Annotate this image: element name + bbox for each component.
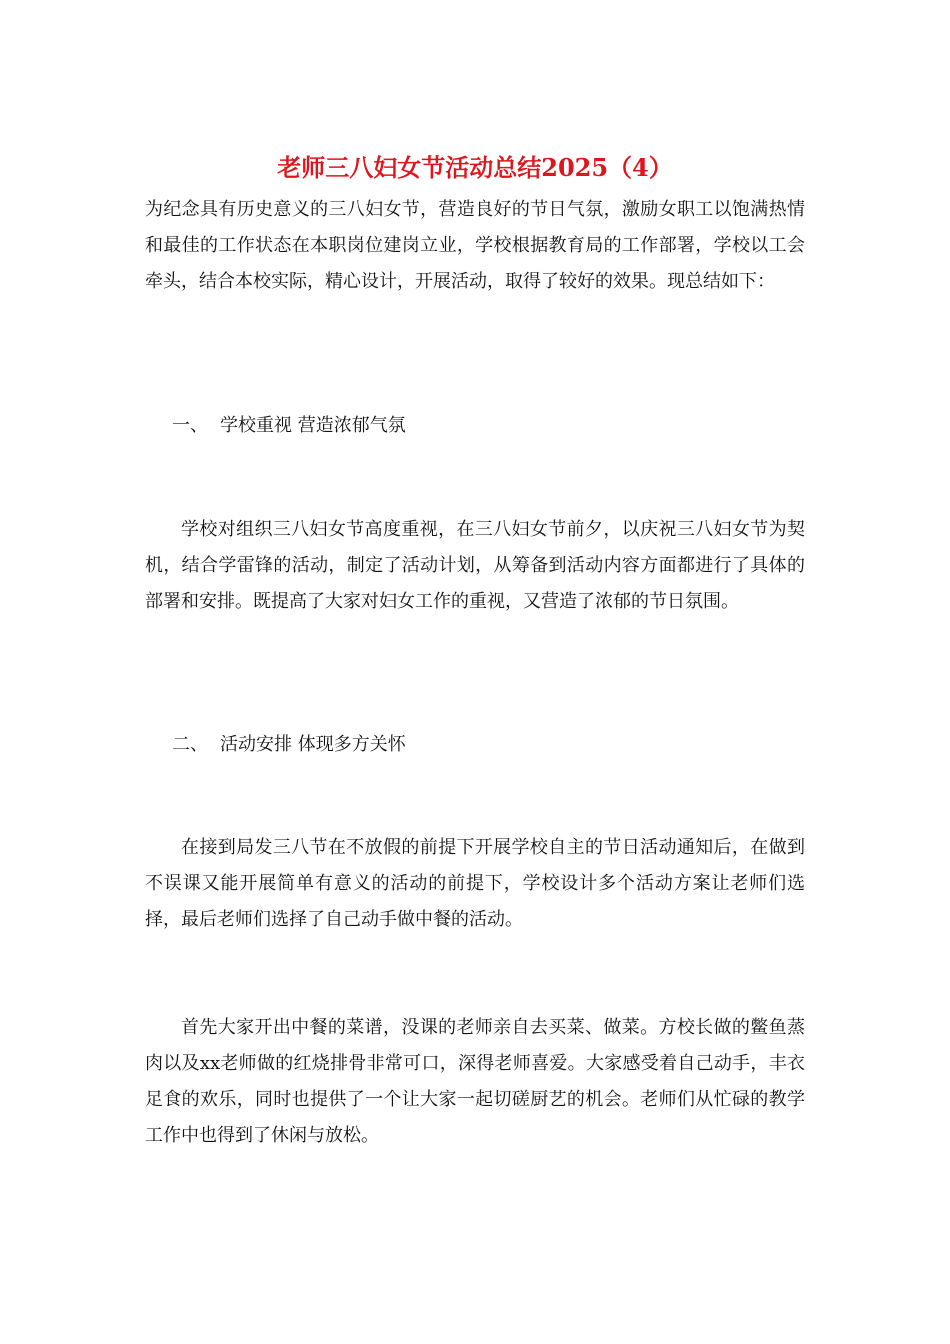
document-title: 老师三八妇女节活动总结2025（4） — [277, 153, 673, 182]
section-2-number: 二、 — [172, 734, 208, 755]
section-1-number: 一、 — [172, 415, 208, 436]
section-2-heading — [172, 727, 406, 763]
section-1-paragraph: 学校对组织三八妇女节高度重视，在三八妇女节前夕，以庆祝三八妇女节为契机，结合学雷锋的活动，制定了活动计划，从筹备到活动内容方面都进行了具体的部署和安排。既提高了大家对妇女工作的重视，又营造了浓郁的节日氛围。 — [145, 519, 805, 612]
section-1-heading — [172, 408, 406, 444]
section-2-paragraph-2: 首先大家开出中餐的菜谱，没课的老师亲自去买菜、做菜。方校长做的鳖鱼蒸肉以及xx老师做的红烧排骨非常可口，深得老师喜爱。大家感受着自己动手，丰衣足食的欢乐，同时也提供了一个让大家一起切磋厨艺的机会。老师们从忙碌的教学工作中也得到了休闲与放松。 — [145, 1017, 805, 1146]
section-2-paragraph-1: 在接到局发三八节在不放假的前提下开展学校自主的节日活动通知后，在做到不误课又能开展简单有意义的活动的前提下，学校设计多个活动方案让老师们选择，最后老师们选择了自己动手做中餐的活动。 — [145, 837, 805, 930]
intro-paragraph: 为纪念具有历史意义的三八妇女节，营造良好的节日气氛，激励女职工以饱满热情和最佳的工作状态在本职岗位建岗立业，学校根据教育局的工作部署，学校以工会牵头，结合本校实际，精心设计，开展活动，取得了较好的效果。现总结如下： — [145, 199, 805, 292]
section-1-heading-text: 学校重视 营造浓郁气氛 — [220, 415, 406, 436]
section-2-heading-text: 活动安排 体现多方关怀 — [220, 734, 406, 755]
